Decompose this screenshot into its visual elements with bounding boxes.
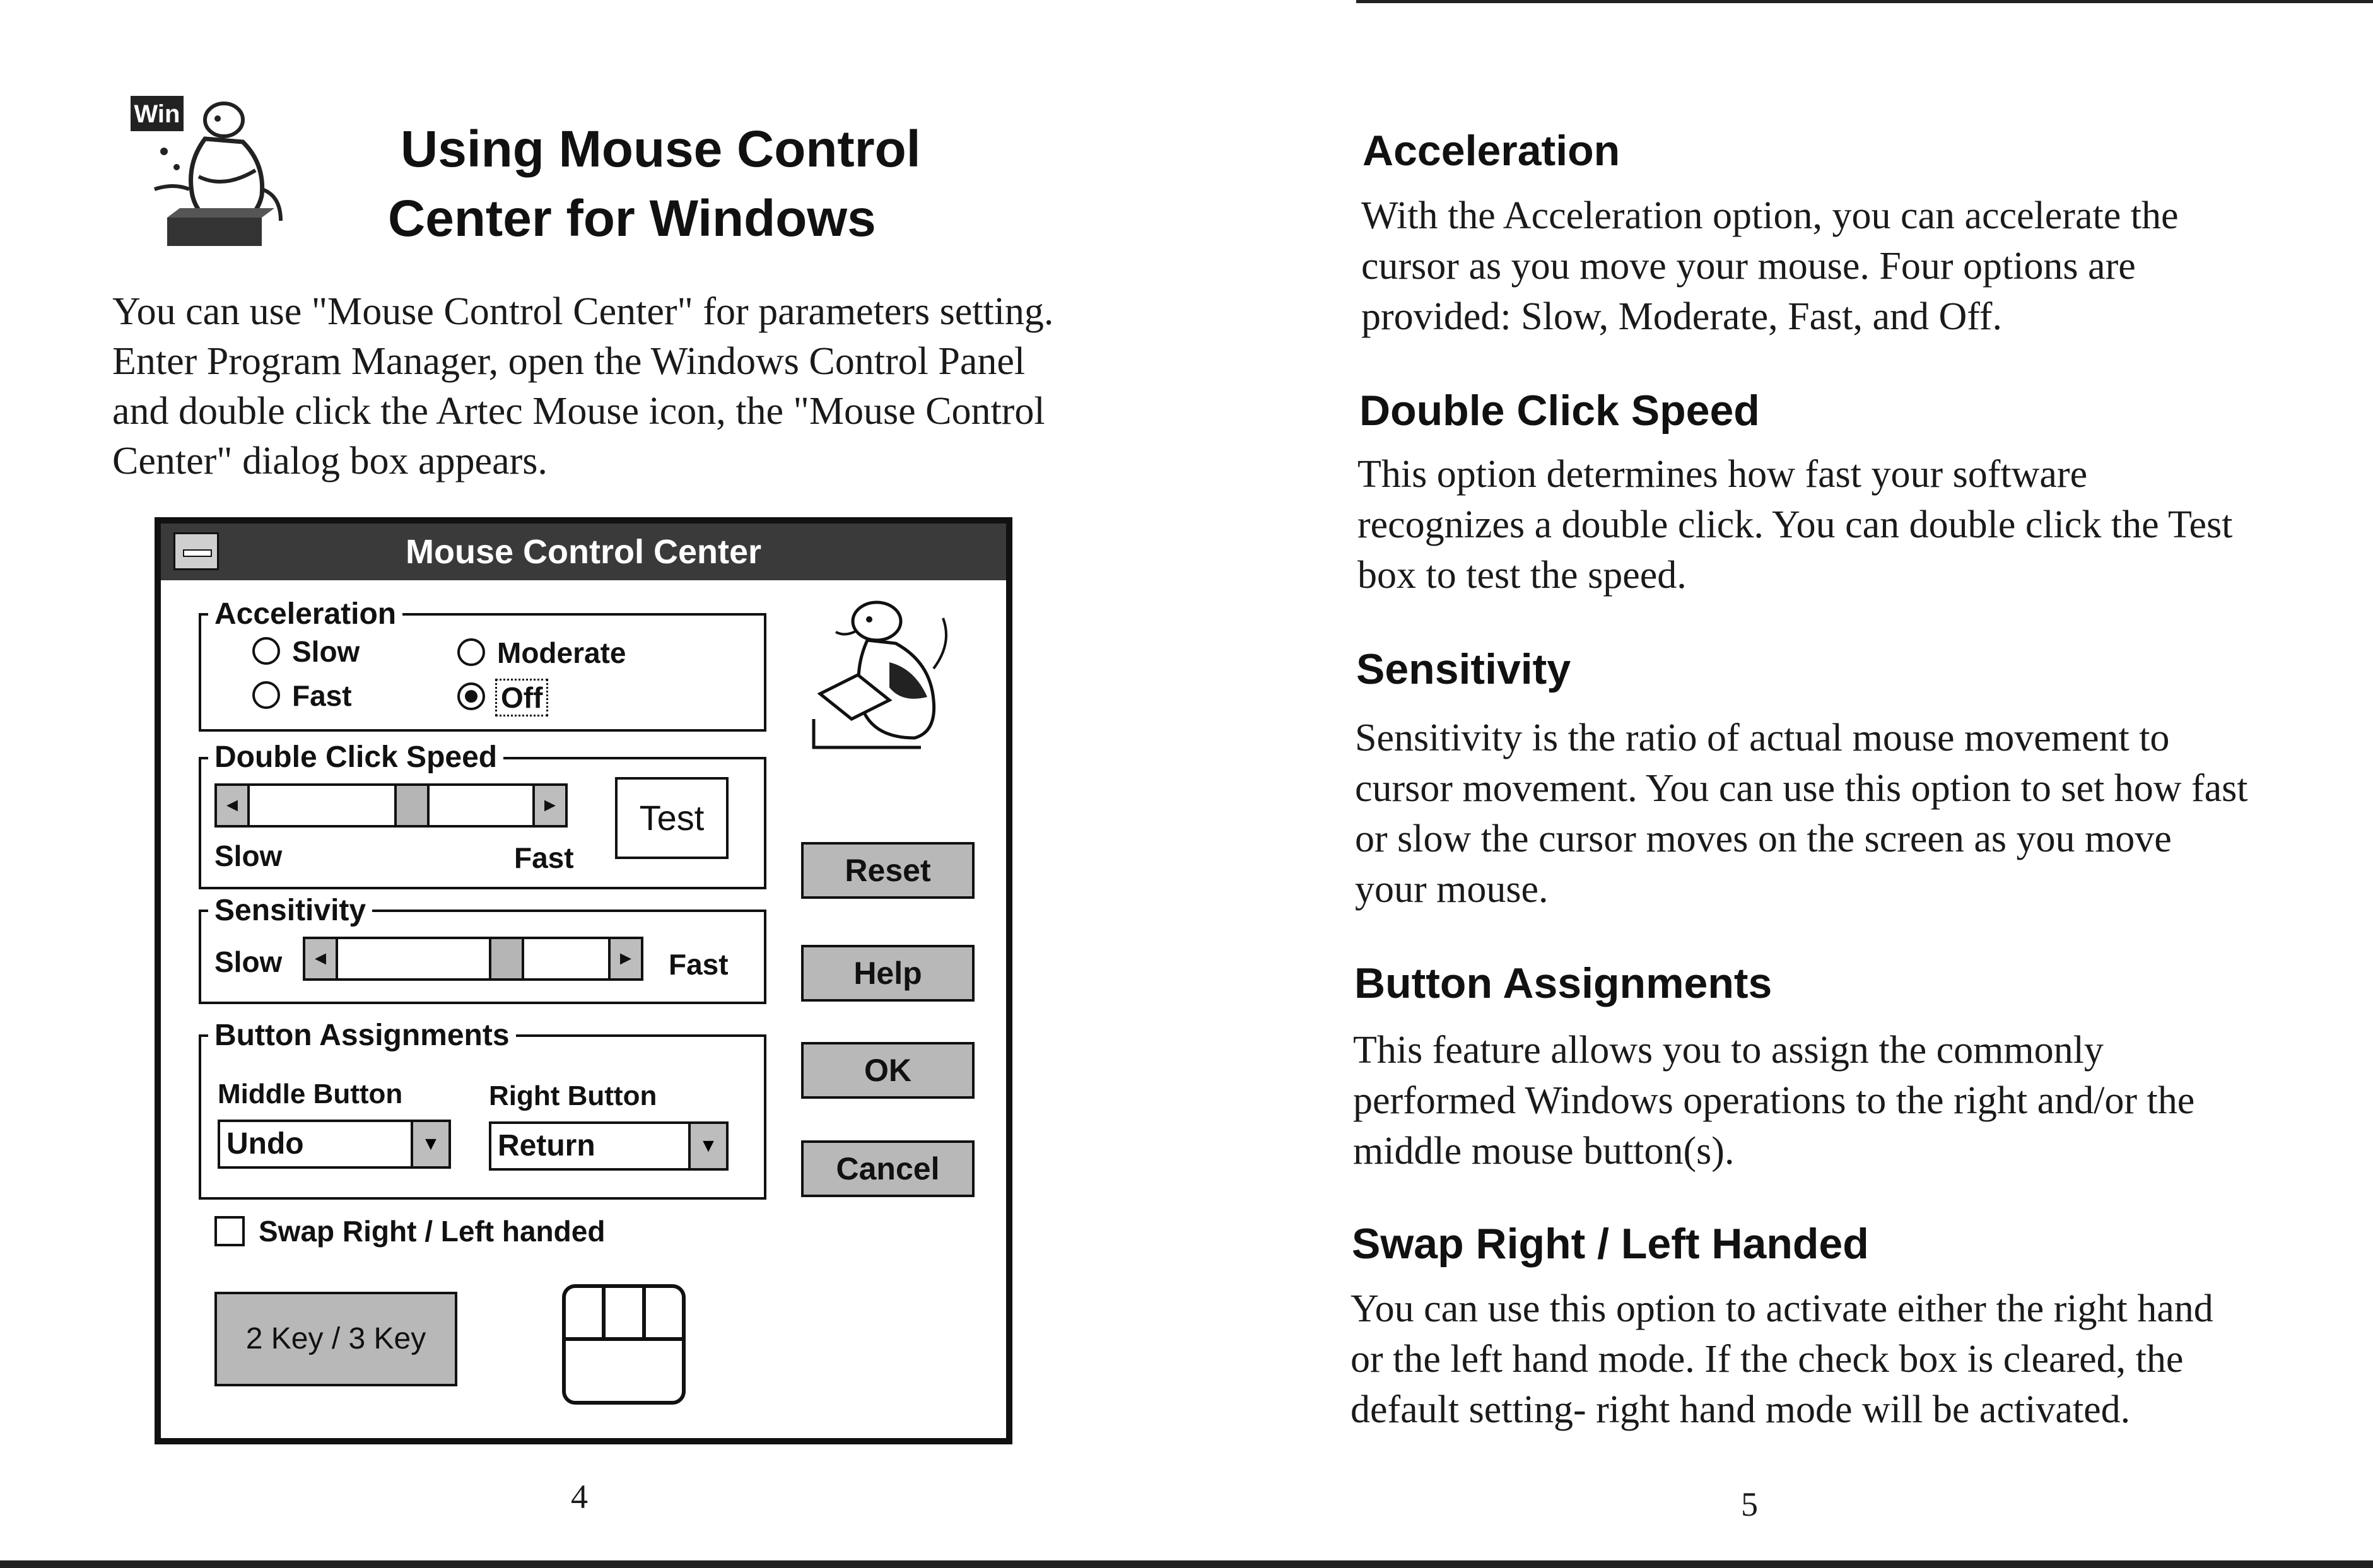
double-click-fast-label: Fast (514, 841, 574, 874)
reset-button[interactable]: Reset (801, 842, 975, 899)
sensitivity-fast-label: Fast (669, 948, 729, 981)
sensitivity-left-arrow[interactable] (303, 937, 338, 981)
middle-button-value: Undo (226, 1127, 304, 1161)
section-heading-double-click: Double Click Speed (1359, 387, 1760, 435)
radio-off[interactable] (457, 682, 485, 710)
acceleration-label: Acceleration (208, 598, 402, 631)
double-click-slider-thumb[interactable] (394, 783, 430, 828)
middle-button-label: Middle Button (218, 1079, 403, 1109)
section-text-acceleration: With the Acceleration option, you can accelerate the cursor as you move your mouse. Four options are provided: Slow, Moderate, Fast, and Off. (1361, 194, 2179, 338)
cancel-button[interactable]: Cancel (801, 1140, 975, 1197)
swap-checkbox[interactable] (214, 1216, 245, 1246)
mouse-control-center-dialog (155, 517, 1012, 1444)
right-button-value: Return (498, 1129, 595, 1162)
radio-off-label: Off (495, 679, 548, 717)
help-button[interactable]: Help (801, 945, 975, 1002)
sensitivity-slider-thumb[interactable] (489, 937, 524, 981)
swap-label: Swap Right / Left handed (259, 1215, 606, 1248)
heading-line1: Using Mouse Control (401, 120, 921, 178)
right-dropdown-arrow-icon[interactable]: ▼ (688, 1124, 726, 1168)
section-heading-swap: Swap Right / Left Handed (1352, 1220, 1869, 1268)
double-click-label: Double Click Speed (208, 741, 503, 774)
section-text-button-assignments: This feature allows you to assign the commonly performed Windows operations to the right and/or the middle mouse button(s). (1353, 1029, 2195, 1173)
radio-fast[interactable] (252, 681, 280, 709)
button-assignments-group (199, 1034, 766, 1200)
left-arrow-icon: ◄ (311, 948, 330, 969)
mouse-mascot-icon (807, 593, 952, 751)
win-icon-label: Win (134, 100, 180, 128)
button-assignments-label: Button Assignments (208, 1019, 516, 1052)
sensitivity-slow-label: Slow (214, 945, 283, 978)
test-box[interactable]: Test (615, 777, 729, 859)
key-mode-button[interactable]: 2 Key / 3 Key (214, 1292, 457, 1386)
page-number-left: 4 (571, 1478, 588, 1516)
mouse-diagram-icon (561, 1284, 688, 1407)
section-text-sensitivity: Sensitivity is the ratio of actual mouse movement to cursor movement. You can use this option to set how fast or slow the cursor moves on the screen as you move your mouse. (1355, 717, 2248, 911)
left-arrow-icon: ◄ (223, 795, 242, 816)
double-click-right-arrow[interactable] (532, 783, 568, 828)
double-click-slow-label: Slow (214, 840, 283, 872)
sensitivity-label: Sensitivity (208, 894, 372, 927)
double-click-left-arrow[interactable] (214, 783, 250, 828)
right-arrow-icon: ► (541, 795, 560, 816)
section-heading-button-assignments: Button Assignments (1354, 959, 1772, 1007)
radio-moderate-label: Moderate (497, 636, 626, 669)
radio-slow-label: Slow (292, 635, 360, 668)
page-number-right: 5 (1741, 1485, 1758, 1523)
scan-edge-bottom (0, 1560, 2373, 1568)
sensitivity-right-arrow[interactable] (608, 937, 643, 981)
windows-mouse-icon (129, 95, 293, 252)
right-button-label: Right Button (489, 1080, 657, 1111)
middle-dropdown-arrow-icon[interactable]: ▼ (411, 1122, 448, 1166)
radio-slow[interactable] (252, 637, 280, 665)
dialog-title: Mouse Control Center (405, 533, 762, 571)
right-arrow-icon: ► (616, 948, 635, 969)
section-text-double-click: This option determines how fast your software recognizes a double click. You can double click the Test box to test the speed. (1357, 453, 2233, 597)
section-text-swap: You can use this option to activate either the right hand or the left hand mode. If the check box is cleared, the default setting- right hand mode will be activated. (1351, 1287, 2213, 1431)
radio-moderate[interactable] (457, 638, 485, 666)
sensitivity-slider-track[interactable] (303, 937, 643, 981)
ok-button[interactable]: OK (801, 1042, 975, 1099)
heading-line2: Center for Windows (388, 190, 876, 247)
intro-paragraph: You can use "Mouse Control Center" for parameters setting. Enter Program Manager, open the Windows Control Panel and double click the Artec Mouse icon, the "Mouse Control Center" dialog box appears. (112, 290, 1054, 483)
double-click-slider-track[interactable] (214, 783, 568, 828)
radio-fast-label: Fast (292, 679, 352, 712)
section-heading-sensitivity: Sensitivity (1356, 645, 1571, 693)
section-heading-acceleration: Acceleration (1362, 127, 1620, 175)
scan-edge-top (1356, 0, 2373, 3)
acceleration-group (199, 613, 766, 732)
